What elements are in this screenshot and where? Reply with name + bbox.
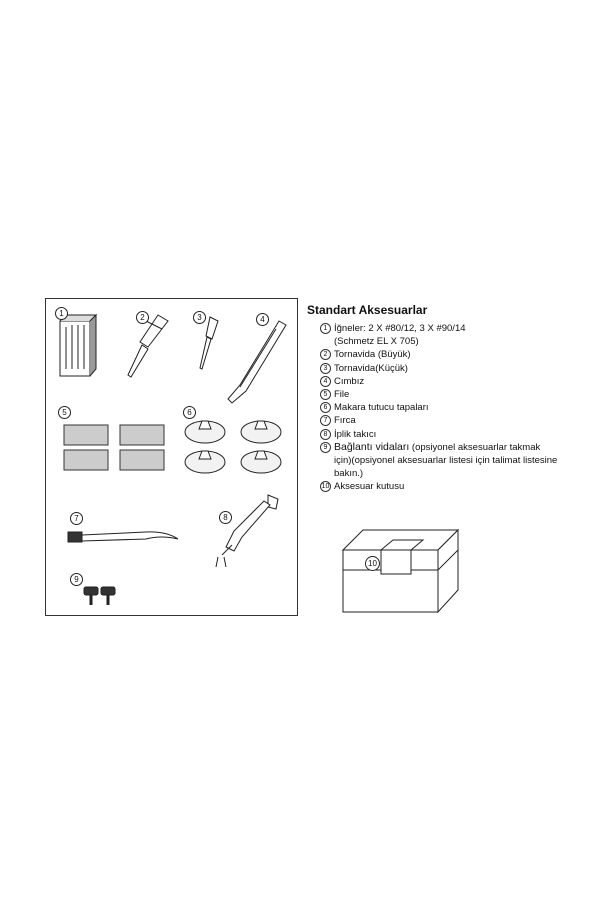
item-text: Fırca — [334, 415, 356, 427]
label-5: 5 — [58, 406, 71, 419]
item-text: Tornavida(Küçük) — [334, 362, 408, 374]
list-item — [320, 480, 605, 493]
brush-icon — [68, 532, 178, 542]
needle-threader-icon — [216, 495, 278, 567]
list-item — [320, 401, 605, 414]
item-number: 9 — [320, 442, 331, 453]
accessories-illustration — [46, 299, 299, 617]
item-lead: Bağlantı vidaları — [334, 440, 410, 453]
item-number: 5 — [320, 389, 331, 400]
item-subtext: için)(opsiyonel aksesuarlar listesi için talimat listesine — [334, 455, 558, 467]
item-text: İğneler: 2 X #80/12, 3 X #90/14 — [334, 323, 466, 334]
item-subtext-2: bakın.) — [334, 468, 364, 480]
label-4: 4 — [256, 313, 269, 326]
list-item — [320, 428, 605, 441]
item-number: 2 — [320, 349, 331, 360]
screw-icon — [84, 587, 115, 605]
item-text: Aksesuar kutusu — [334, 481, 405, 493]
net-icon — [64, 425, 164, 470]
tweezers-icon — [228, 321, 286, 403]
item-text: Makara tutucu tapaları — [334, 402, 429, 414]
label-6: 6 — [183, 406, 196, 419]
label-7: 7 — [70, 512, 83, 525]
list-item — [320, 441, 605, 481]
list-item — [320, 362, 605, 375]
item-number: 6 — [320, 402, 331, 413]
needle-pack-icon — [60, 315, 96, 376]
item-subtext: (Schmetz EL X 705) — [334, 336, 419, 348]
accessory-box — [333, 520, 468, 620]
accessory-list — [320, 322, 605, 494]
label-3: 3 — [193, 311, 206, 324]
item-text: Tornavida (Büyük) — [334, 349, 411, 361]
item-text: (opsiyonel aksesuarlar takmak — [409, 441, 541, 453]
item-number: 7 — [320, 415, 331, 426]
list-item — [320, 375, 605, 388]
list-item — [320, 348, 605, 361]
large-screwdriver-icon — [128, 315, 168, 377]
list-item — [320, 414, 605, 427]
label-9: 9 — [70, 573, 83, 586]
item-number: 3 — [320, 363, 331, 374]
spool-cap-icon — [185, 421, 281, 473]
box-label: 10 — [365, 556, 380, 571]
small-screwdriver-icon — [200, 317, 218, 369]
section-title: Standart Aksesuarlar — [307, 303, 428, 317]
accessory-box-icon — [333, 520, 468, 615]
item-text: Cımbız — [334, 375, 365, 387]
item-number: 8 — [320, 429, 331, 440]
label-2: 2 — [136, 311, 149, 324]
item-number: 1 — [320, 323, 331, 334]
item-number: 10 — [321, 483, 330, 491]
label-8: 8 — [219, 511, 232, 524]
accessories-panel — [45, 298, 298, 616]
list-item — [320, 322, 605, 348]
label-1: 1 — [55, 307, 68, 320]
item-number: 4 — [320, 376, 331, 387]
item-text: İplik takıcı — [334, 428, 377, 440]
item-text: File — [334, 389, 350, 401]
list-item — [320, 388, 605, 401]
